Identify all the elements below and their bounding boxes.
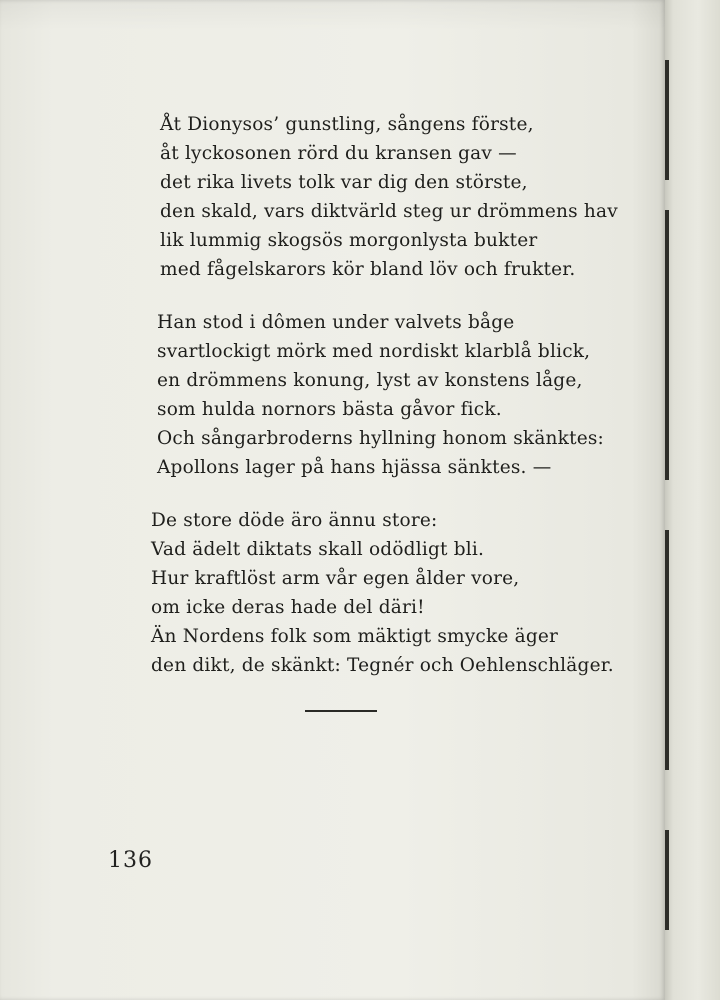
poem-line: Apollons lager på hans hjässa sänktes. — xyxy=(157,457,552,478)
poem-line: den skald, vars diktvärld steg ur drömmens hav xyxy=(160,201,618,222)
page-number: 136 xyxy=(108,848,153,873)
poem-line: Vad ädelt diktats skall odödligt bli. xyxy=(151,539,485,560)
poem-line: åt lyckosonen rörd du kransen gav — xyxy=(160,143,517,164)
poem-line: som hulda nornors bästa gåvor fick. xyxy=(157,399,502,420)
poem-line: om icke deras hade del däri! xyxy=(151,597,425,618)
poem-line: De store döde äro ännu store: xyxy=(151,510,438,531)
next-page-edge xyxy=(665,0,720,1000)
binding-line xyxy=(665,530,669,770)
section-divider xyxy=(305,710,377,712)
binding-line xyxy=(665,830,669,930)
binding-line xyxy=(665,210,669,480)
poem-line: med fågelskarors kör bland löv och frukter. xyxy=(160,259,576,280)
binding-line xyxy=(665,60,669,180)
stanza-1 xyxy=(160,110,618,284)
poem-line: Än Nordens folk som mäktigt smycke äger xyxy=(151,626,559,647)
poem-line: svartlockigt mörk med nordiskt klarblå blick, xyxy=(157,341,591,362)
stanza-3 xyxy=(151,506,614,680)
poem-line: en drömmens konung, lyst av konstens låge, xyxy=(157,370,583,391)
poem-line: det rika livets tolk var dig den störste, xyxy=(160,172,528,193)
poem-line: Och sångarbroderns hyllning honom skänktes: xyxy=(157,428,604,449)
poem-line: den dikt, de skänkt: Tegnér och Oehlenschläger. xyxy=(151,655,614,676)
poem-line: Åt Dionysos’ gunstling, sångens förste, xyxy=(160,114,534,135)
poem-line: lik lummig skogsös morgonlysta bukter xyxy=(160,230,538,251)
poem-line: Han stod i dômen under valvets båge xyxy=(157,312,515,333)
stanza-2 xyxy=(157,308,604,482)
poem-line: Hur kraftlöst arm vår egen ålder vore, xyxy=(151,568,520,589)
page-top-shadow xyxy=(0,0,665,30)
